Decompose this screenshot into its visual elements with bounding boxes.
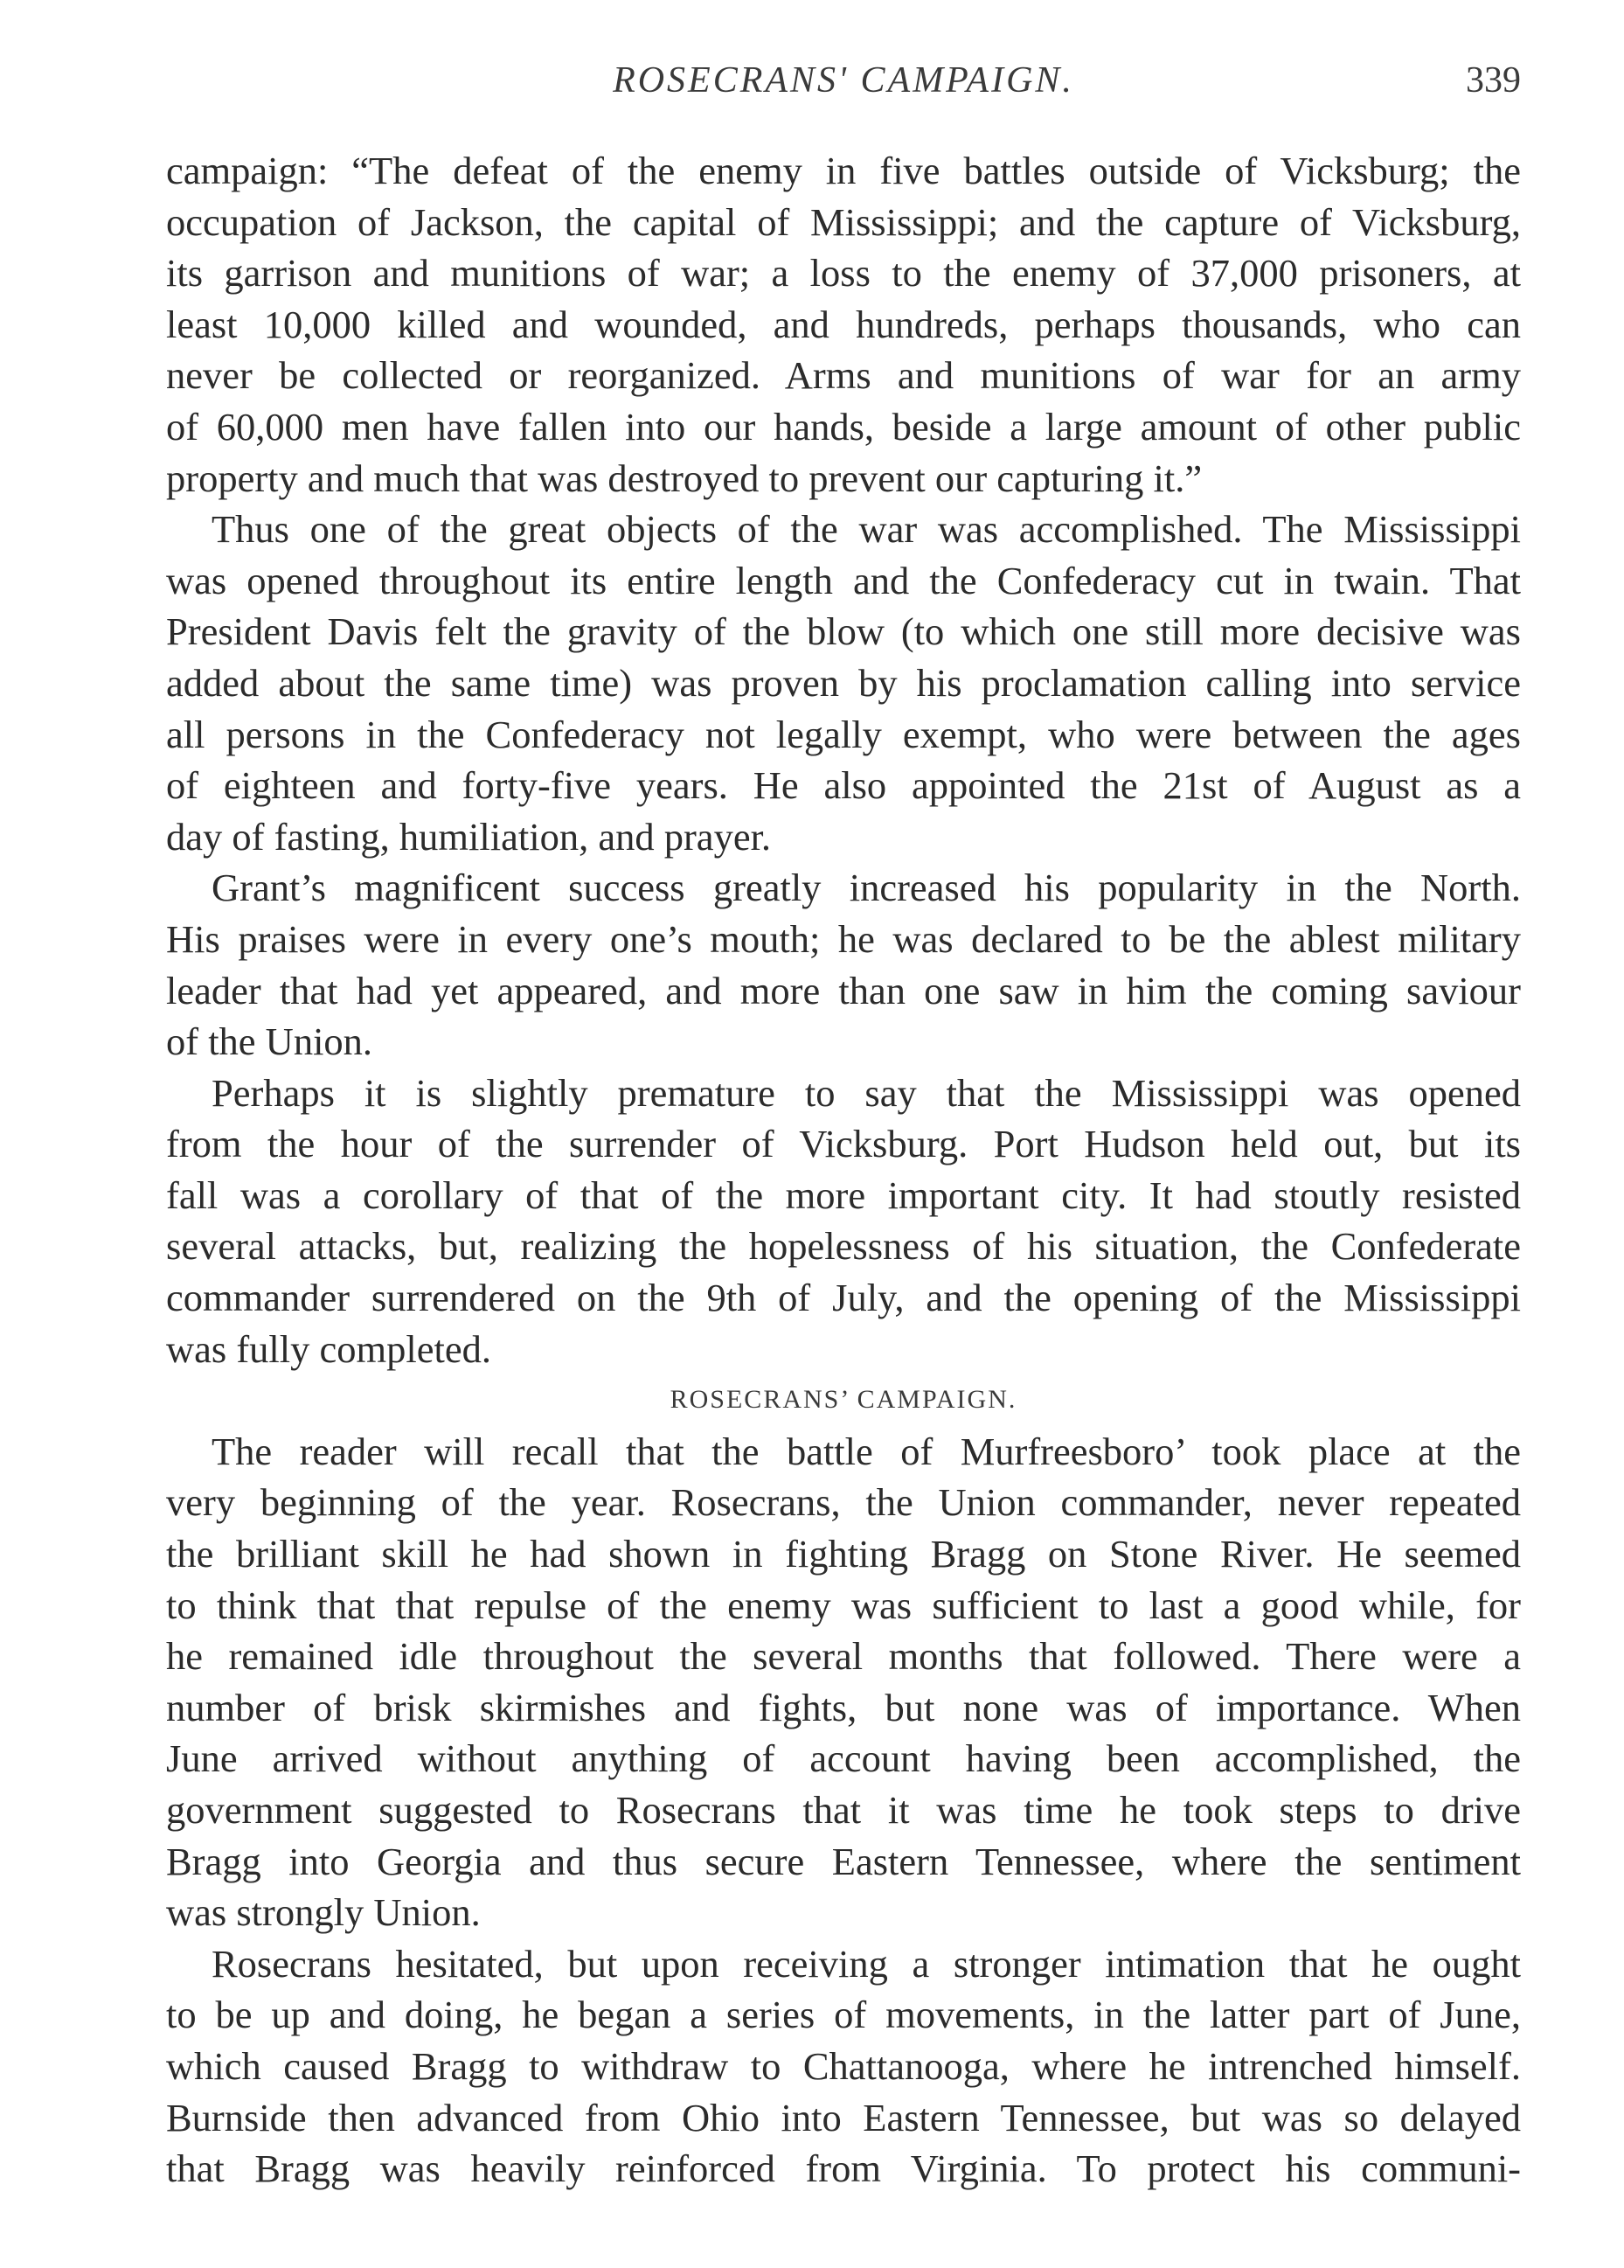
text-line: from the hour of the surrender of Vicksburg. Port Hudson held out, but its bbox=[166, 1122, 1521, 1166]
text-line: campaign: “The defeat of the enemy in five battles outside of Vicksburg; the bbox=[166, 149, 1521, 192]
running-title: ROSECRANS' CAMPAIGN. bbox=[613, 60, 1074, 101]
text-line: to think that that repulse of the enemy was sufficient to last a good while, for bbox=[166, 1583, 1521, 1627]
text-line: was strongly Union. bbox=[166, 1890, 481, 1935]
text-line: its garrison and munitions of war; a loss to the enemy of 37,000 prisoners, at bbox=[166, 251, 1521, 296]
section-heading: ROSECRANS’ CAMPAIGN. bbox=[670, 1385, 1017, 1415]
paragraph bbox=[166, 1938, 1521, 2195]
text-line: government suggested to Rosecrans that it was time he took steps to drive bbox=[166, 1788, 1521, 1832]
text-line: the brilliant skill he had shown in fighting Bragg on Stone River. He seemed bbox=[166, 1532, 1521, 1576]
text-line: to be up and doing, he began a series of movements, in the latter part of June, bbox=[166, 1993, 1521, 2037]
paragraph bbox=[166, 504, 1521, 862]
text-line: Grant’s magnificent success greatly increased his popularity in the North. bbox=[212, 866, 1521, 910]
text-line: several attacks, but, realizing the hopelessness of his situation, the Confederate bbox=[166, 1224, 1521, 1269]
text-line: very beginning of the year. Rosecrans, the Union commander, never repeated bbox=[166, 1480, 1521, 1525]
text-line: The reader will recall that the battle of Murfreesboro’ took place at the bbox=[212, 1429, 1521, 1473]
text-line: least 10,000 killed and wounded, and hundreds, perhaps thousands, who can bbox=[166, 302, 1521, 346]
text-line: His praises were in every one’s mouth; he was declared to be the ablest military bbox=[166, 916, 1521, 961]
text-line: all persons in the Confederacy not legally exempt, who were between the ages bbox=[166, 712, 1521, 756]
text-line: day of fasting, humiliation, and prayer. bbox=[166, 814, 772, 859]
paragraph bbox=[166, 862, 1521, 1067]
paragraph bbox=[166, 1426, 1521, 1938]
text-line: commander surrendered on the 9th of July, and the opening of the Mississippi bbox=[166, 1276, 1521, 1320]
text-line: occupation of Jackson, the capital of Mississippi; and the capture of Vicksburg, bbox=[166, 199, 1521, 244]
text-line: President Davis felt the gravity of the blow (to which one still more decisive was bbox=[166, 609, 1521, 654]
page-number: 339 bbox=[1466, 60, 1521, 101]
text-line: Rosecrans hesitated, but upon receiving a stronger intimation that he ought bbox=[212, 1941, 1521, 1986]
text-line: leader that had yet appeared, and more than one saw in him the coming saviour bbox=[166, 968, 1521, 1012]
text-line: of eighteen and forty-five years. He also appointed the 21st of August as a bbox=[166, 763, 1521, 808]
text-line: was opened throughout its entire length and the Confederacy cut in twain. That bbox=[166, 558, 1521, 602]
text-line: he remained idle throughout the several months that followed. There were a bbox=[166, 1634, 1521, 1679]
paragraph bbox=[166, 1068, 1521, 1375]
text-line: Perhaps it is slightly premature to say that the Mississippi was opened bbox=[212, 1070, 1521, 1115]
text-line: was fully completed. bbox=[166, 1326, 491, 1371]
running-head bbox=[166, 54, 1521, 107]
text-line: of the Union. bbox=[166, 1019, 373, 1064]
text-line: that Bragg was heavily reinforced from Virginia. To protect his communi- bbox=[166, 2146, 1521, 2191]
text-line: Burnside then advanced from Ohio into Eastern Tennessee, but was so delayed bbox=[166, 2095, 1521, 2139]
text-line: added about the same time) was proven by his proclamation calling into service bbox=[166, 660, 1521, 705]
paragraph bbox=[166, 145, 1521, 504]
text-line: property and much that was destroyed to prevent our capturing it.” bbox=[166, 456, 1203, 500]
text-line: number of brisk skirmishes and fights, but none was of importance. When bbox=[166, 1685, 1521, 1729]
text-line: which caused Bragg to withdraw to Chattanooga, where he intrenched himself. bbox=[166, 2043, 1521, 2088]
text-line: June arrived without anything of account having been accomplished, the bbox=[166, 1736, 1521, 1781]
text-line: fall was a corollary of that of the more important city. It had stoutly resisted bbox=[166, 1172, 1521, 1217]
text-line: never be collected or reorganized. Arms and munitions of war for an army bbox=[166, 353, 1521, 398]
text-line: of 60,000 men have fallen into our hands, beside a large amount of other public bbox=[166, 404, 1521, 449]
text-line: Thus one of the great objects of the war was accomplished. The Mississippi bbox=[212, 507, 1521, 552]
body-text bbox=[166, 145, 1521, 2195]
text-line: Bragg into Georgia and thus secure Eastern Tennessee, where the sentiment bbox=[166, 1839, 1521, 1883]
